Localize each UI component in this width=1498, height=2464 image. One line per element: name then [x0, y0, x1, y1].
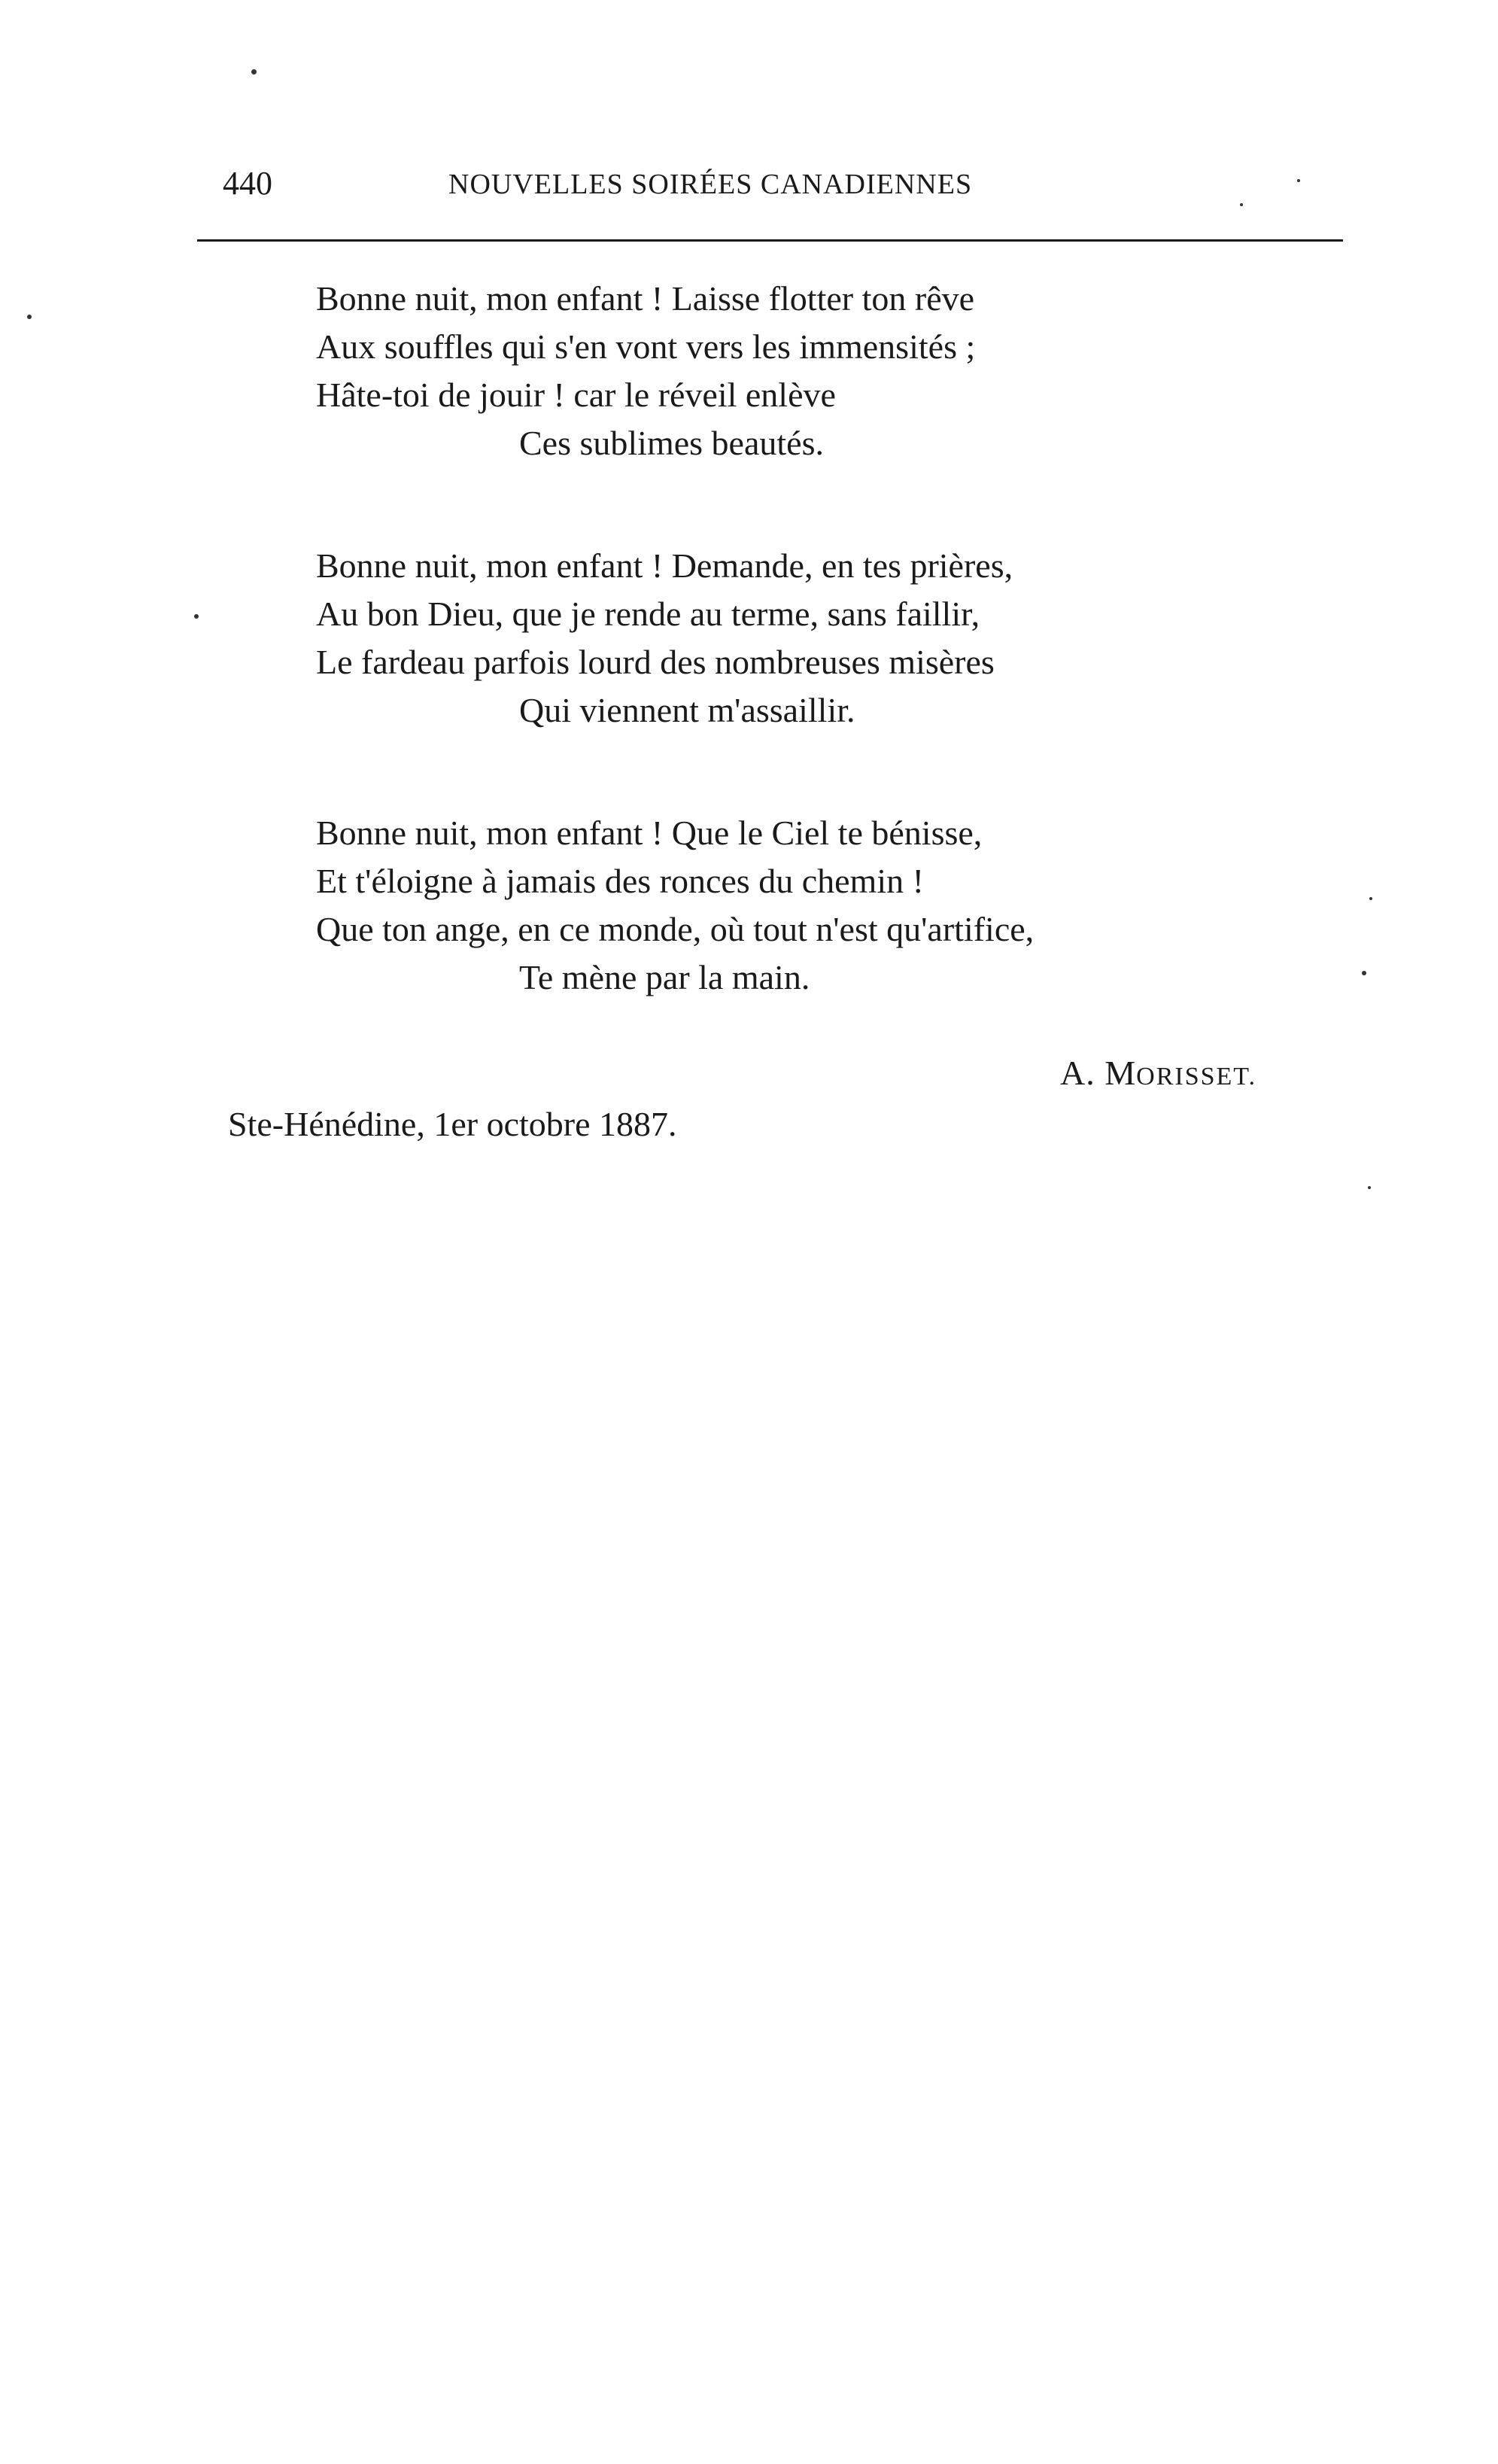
scan-speck: [1240, 203, 1243, 206]
verse-line: Qui viennent m'assaillir.: [519, 691, 855, 729]
scan-speck: [1368, 1186, 1371, 1189]
scan-speck: [1362, 971, 1366, 975]
verse-line: Le fardeau parfois lourd des nombreuses misères: [316, 643, 995, 681]
verse-line: Ces sublimes beautés.: [519, 424, 824, 462]
header-rule: [197, 239, 1343, 242]
scan-speck: [1369, 897, 1372, 900]
verse-line: Bonne nuit, mon enfant ! Laisse flotter ton rêve: [316, 279, 975, 318]
dateline: Ste-Hénédine, 1er octobre 1887.: [228, 1105, 677, 1143]
scan-speck: [1297, 179, 1300, 182]
signature-surname-smallcaps: ORISSET.: [1136, 1063, 1257, 1091]
scan-speck: [194, 614, 199, 619]
signature-surname-capital: M: [1105, 1054, 1137, 1092]
verse-line: Bonne nuit, mon enfant ! Demande, en tes prières,: [316, 546, 1013, 585]
verse-line: Hâte-toi de jouir ! car le réveil enlève: [316, 376, 836, 414]
verse-line: Et t'éloigne à jamais des ronces du chemin !: [316, 862, 924, 900]
scan-speck: [27, 315, 32, 319]
verse-line: Bonne nuit, mon enfant ! Que le Ciel te bénisse,: [316, 814, 983, 852]
author-signature: [1060, 1052, 1256, 1098]
page-number: 440: [223, 165, 272, 202]
verse-line: Te mène par la main.: [519, 958, 810, 996]
verse-line: Au bon Dieu, que je rende au terme, sans faillir,: [316, 595, 980, 633]
signature-initial: A.: [1060, 1054, 1095, 1092]
verse-line: Aux souffles qui s'en vont vers les immensités ;: [316, 327, 976, 366]
verse-line: Que ton ange, en ce monde, où tout n'est qu'artifice,: [316, 910, 1035, 948]
running-title: NOUVELLES SOIRÉES CANADIENNES: [448, 169, 973, 200]
scan-speck: [251, 69, 257, 75]
